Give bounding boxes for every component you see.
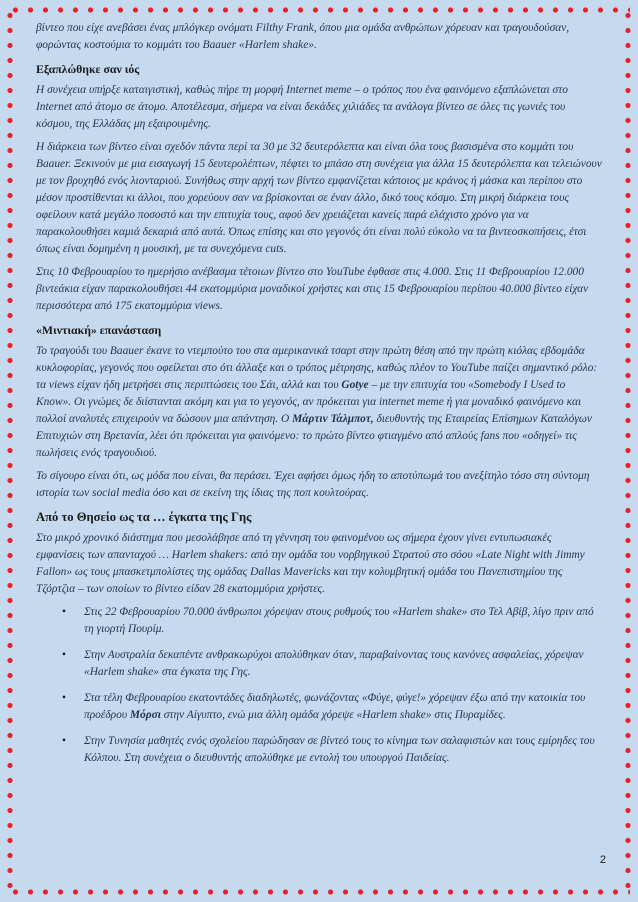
dotted-border-top bbox=[8, 6, 630, 14]
paragraph-media-1 bbox=[36, 343, 602, 462]
text-run: στην Αίγυπτο, ενώ μια άλλη ομάδα χόρεψε «Harlem shake» στις Πυραμίδες. bbox=[160, 709, 506, 721]
list-item bbox=[84, 733, 602, 767]
text-run: Στην Αυστραλία δεκαπέντε ανθρακωρύχοι απολύθηκαν όταν, παραβαίνοντας τους κανόνες ασφαλείας, χόρεψαν «Harlem shake» στα έγκατα της Γης. bbox=[84, 649, 584, 678]
dotted-border-right bbox=[624, 8, 632, 894]
intro-paragraph: βίντεο που είχε ανεβάσει ένας μπλόγκερ ονόματι Filthy Frank, όπου μια ομάδα ανθρώπων χόρευαν και τραγουδούσαν, φορώντας κοστούμια το κομμάτι του Baauer «Harlem shake». bbox=[36, 22, 570, 51]
text-run: διευθυντής της Εταιρείας Επίσημων Καταλόγων Επιτυχιών στη Βρετανία, λέει ότι πρόκειται για φαινόμενο: το πρώτο βίντεο φτιαγμένο από απλούς fans που «οδηγεί» τις πωλήσεις ενός τραγουδιού. bbox=[36, 413, 592, 459]
text-run: Στις 22 Φεβρουαρίου 70.000 άνθρωποι χόρεψαν στους ρυθμούς του «Harlem shake» στο Τελ Αβίβ, λίγο πριν από τη γιορτή Πουρίμ. bbox=[84, 606, 594, 635]
text-run: – με την επιτυχία του «Somebody I Used to Know». Οι γνώμες δε διίστανται ακόμη και για το γεγονός, αν πρόκειται για internet meme ή για μοναδικό φαινόμενο και πολλοί αναλυτές επιχειρούν να δώσουν μια απάντηση. Ο bbox=[36, 379, 582, 425]
bullet-list bbox=[36, 604, 602, 767]
bold-text: Μόρσι bbox=[129, 709, 161, 721]
list-item bbox=[84, 604, 602, 638]
bold-name-gotye: Gotye bbox=[341, 379, 369, 391]
dotted-border-left bbox=[6, 8, 14, 894]
dotted-border-bottom bbox=[8, 888, 630, 896]
text-run: Στην Τυνησία μαθητές ενός σχολείου παρώδησαν σε βίντεό τους το κίνημα των σαλαφιστών και τους εμίρηδες του Κόλπου. Στη συνέχεια ο διευθυντής απολύθηκε με εντολή του υπουργού Παιδείας. bbox=[84, 735, 595, 764]
paragraph-thiseio-1: Στο μικρό χρονικό διάστημα που μεσολάβησε από τη γέννηση του φαινομένου ως σήμερα έχουν γίνει εντυπωσιακές εμφανίσεις των απανταχού … Harlem shakers: από την ομάδα του νορβηγικού Στρατού στο σόου «Late Night with Jimmy Fallon» ως τους μπασκετμπολίστες της ομάδας Dallas Mavericks και την κολυμβητική ομάδα του Πανεπιστημίου της Τζόρτζια – των οποίων το βίντεο είδαν 28 εκατομμύρια χρήστες. bbox=[36, 532, 585, 595]
heading-viral: Εξαπλώθηκε σαν ιός bbox=[36, 62, 140, 76]
document-page bbox=[36, 20, 602, 776]
list-item bbox=[84, 647, 602, 681]
text-run: Στα τέλη Φεβρουαρίου εκατοντάδες διαδηλωτές, φωνάζοντας «Φύγε, φύγε!» χόρεψαν έξω από την κατοικία του προέδρου bbox=[84, 692, 586, 721]
page-number: 2 bbox=[599, 854, 606, 866]
heading-thiseio: Από το Θησείο ως τα … έγκατα της Γης bbox=[36, 510, 252, 524]
paragraph-viral-1: Η συνέχεια υπήρξε καταιγιστική, καθώς πήρε τη μορφή Internet meme – ο τρόπος που ένα φαινόμενο εξαπλώνεται στο Internet από άτομο σε άτομο. Αποτέλεσμα, σήμερα να είναι δεκάδες χιλιάδες τα ανάλογα βίντεο σε όλες τις γωνιές του κόσμου, της Ελλάδας μη εξαιρουμένης. bbox=[36, 84, 568, 130]
paragraph-viral-2: Η διάρκεια των βίντεο είναι σχεδόν πάντα περί τα 30 με 32 δευτερόλεπτα και είναι όλα τους βασισμένα στο κομμάτι του Baauer. Ξεκινούν με μια εισαγωγή 15 δευτερολέπτων, πέφτει το μπάσο στη συνέχεια για άλλα 15 δευτερόλεπτα και τελειώνουν με τον βρυχηθό ενός λιονταριού. Συνήθως στην αρχή των βίντεο εμφανίζεται κάποιος με κράνος ή μάσκα και περίπου στο μέσον προστίθενται κι άλλοι, που χορεύουν σαν να βρίσκονται σε έναν άλλο, δικό τους κόσμο. Στη μικρή διάρκεια τους οφείλουν κατά μεγάλο ποσοστό και την επιτυχία τους, αφού δεν χρειάζεται κανείς παρά ελάχιστο χρόνο για να παρακολουθήσει καμιά δεκαριά από αυτά. Όπως επίσης και στο γεγονός ότι είναι πολύ εύκολο να τα βιντεοσκοπήσεις, έτσι όπως είναι δομημένη η μουσική, με τα συνεχόμενα cuts. bbox=[36, 141, 602, 255]
bold-name-talbot: Μάρτιν Τάλμποτ, bbox=[292, 413, 374, 425]
list-item bbox=[84, 690, 602, 724]
heading-media-revolution: «Μιντιακή» επανάσταση bbox=[36, 323, 162, 337]
paragraph-media-2: Το σίγουρο είναι ότι, ως μόδα που είναι, θα περάσει. Έχει αφήσει όμως ήδη το αποτύπωμά του ανεξίτηλο τόσο στη σύντομη ιστορία των social media όσο και σε εκείνη της ίδιας της ποπ κουλτούρας. bbox=[36, 470, 590, 499]
paragraph-viral-3: Στις 10 Φεβρουαρίου το ημερήσιο ανέβασμα τέτοιων βίντεο στο YouTube έφθασε στις 4.000. Στις 11 Φεβρουαρίου 12.000 βιντεάκια είχαν παρακολουθήσει 44 εκατομμύρια μοναδικοί χρήστες και στις 15 Φεβρουαρίου περίπου 40.000 βίντεο είχαν περισσότερα από 175 εκατομμύρια views. bbox=[36, 266, 589, 312]
text-run: Το τραγούδι του Baauer έκανε το ντεμπούτο του στα αμερικανικά τσαρτ στην πρώτη θέση από την πρώτη κιόλας εβδομάδα κυκλοφορίας, γεγονός που οφείλεται στο ότι άλλαξε και ο τρόπος μέτρησης, καθώς πλέον το YouTube παίζει σημαντικό ρόλο: τα views είχαν ήδη μετρήσει στις περιπτώσεις του Σάι, αλλά και του bbox=[36, 345, 598, 391]
